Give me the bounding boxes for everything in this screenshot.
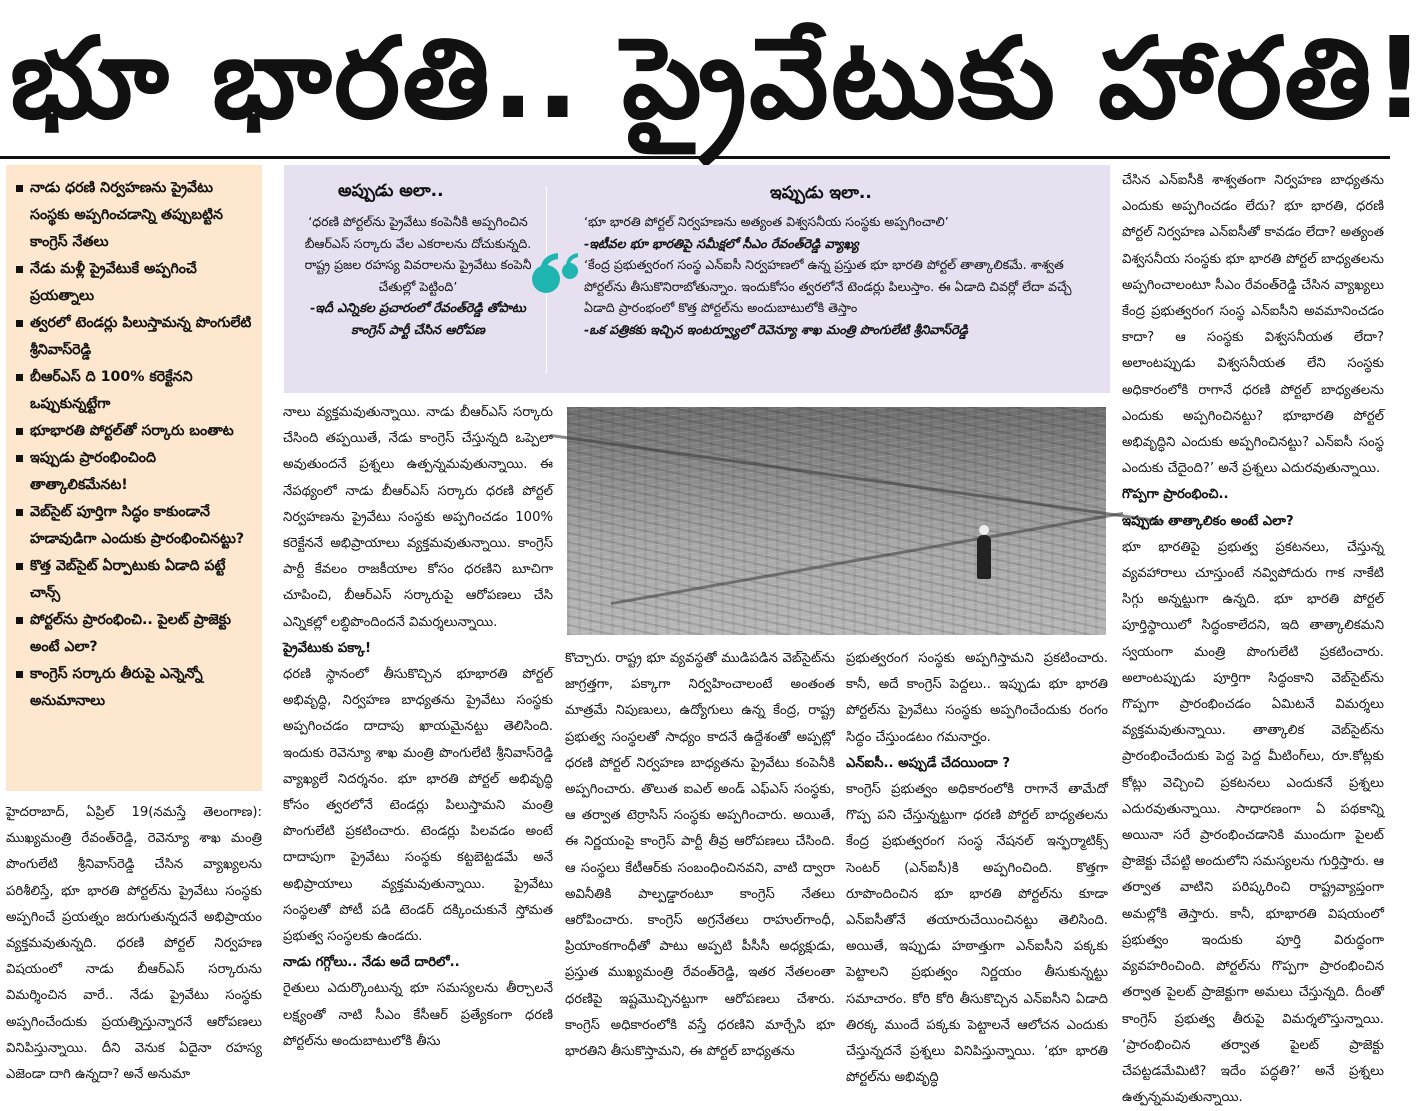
now-attribution-2: -ఒక పత్రికకు ఇచ్చిన ఇంటర్వ్యూలో రెవెన్యూ శాఖ మంత్రి పొంగులేటి శ్రీనివాస్‌రెడ్డి [584, 321, 968, 337]
then-quote: ‘ధరణి పోర్టల్‌ను ప్రైవేటు కంపెనీకి అప్పగించిన బీఆర్ఎస్ సర్కారు వేల ఎకరాలను దోచుకున్నది. రాష్ట్ర ప్రజల రహస్య వివరాలను ప్రైవేటు కంపెనీ చేతుల్లో పెట్టింది’ [304, 214, 532, 294]
article-text: ధరణి స్థానంలో తీసుకొచ్చిన భూభారతి పోర్టల్ అభివృద్ధి, నిర్వహణ బాధ్యతను ప్రైవేటు సంస్థకు అప్పగించడం దాదాపు ఖాయమైనట్టు తెలిసింది. ఇందుకు రెవెన్యూ శాఖ మంత్రి పొంగులేటి శ్రీనివాస్‌రెడ్డి వ్యాఖ్యలే నిదర్శనం. భూ భారతి పోర్టల్ అభివృద్ధి కోసం త్వరలోనే టెండర్లు పిలుస్తామని మంత్రి పొంగులేటి ప్రకటించారు. టెండర్లు పిలవడం అంటే దాదాపుగా ప్రైవేటు సంస్థకు కట్టబెట్టడమే అనే అభిప్రాయాలు వ్యక్తమవుతున్నాయి. ప్రైవేటు సంస్థలతో పోటీ పడి టెండర్ దక్కించుకునే స్తోమత ప్రభుత్వ సంస్థలకు ఉండదు. [283, 667, 553, 945]
quote-box [284, 165, 1110, 393]
subheading: ఎన్ఐసీ.. అప్పుడే చేదయిందా ? [846, 755, 1010, 771]
article-text: భూ భారతిపై ప్రభుత్వ ప్రకటనలు, చేస్తున్న వ్యవహారాలు చూస్తుంటే నవ్విపోదురు గాక నాకేటి సిగ్గు అన్నట్టుగా ఉన్నది. భూ భారతి పోర్టల్ పూర్తిస్థాయిలో సిద్ధంకాలేదని, ఇది తాత్కాలికమని స్వయంగా మంత్రి పొంగులేటి ప్రకటించారు. అలాంటప్పుడు పూర్తిగా సిద్ధంకాని వెబ్‌సైట్‌ను గొప్పగా ప్రారంభించడం ఏమిటనే విమర్శలు వ్యక్తమవుతున్నాయి. తాత్కాలిక వెబ్‌సైట్‌ను ప్రారంభించేందుకు పెద్ద పెద్ద మీటింగ్‌లు, రూ.కోట్లకు కోట్లు వెచ్చించి ప్రకటనలు ఎందుకనే ప్రశ్నలు ఎదురవుతున్నాయి. సాధారణంగా ఏ పథకాన్ని అయినా సరే ప్రారంభించడానికి ముందుగా పైలట్ ప్రాజెక్టు చేపట్టి అందులోని సమస్యలను గుర్తిస్తారు. ఆ తర్వాత వాటిని పరిష్కరించి రాష్ట్రవ్యాప్తంగా అమల్లోకి తెస్తారు. కానీ, భూభారతి విషయంలో ప్రభుత్వం ఇందుకు పూర్తి విరుద్ధంగా వ్యవహరించింది. పోర్టల్‌ను గొప్పగా ప్రారంభించిన తర్వాత పైలట్ ప్రాజెక్టుగా అమలు చేస్తున్నది. దీంతో కాంగ్రెస్ ప్రభుత్వ తీరుపై విమర్శలొస్తున్నాయి. ‘ప్రారంభించిన తర్వాత పైలట్ ప్రాజెక్టు చేపట్టడమేమిటి? ఇదేం పద్ధతి?’ అనే ప్రశ్నలు ఉత్పన్నమవుతున్నాయి. [1122, 539, 1384, 1106]
now-attribution-1: -ఇటీవల భూ భారతిపై సమీక్షలో సీఎం రేవంత్‌రెడ్డి వ్యాఖ్య [584, 235, 859, 251]
highlight-item: పోర్టల్‌ను ప్రారంభించి.. పైలట్ ప్రాజెక్టు అంటే ఎలా? [14, 607, 256, 661]
article-text: కాంగ్రెస్ ప్రభుత్వం అధికారంలోకి రాగానే తామేదో గొప్ప పని చేస్తున్నట్టుగా ధరణి పోర్టల్ బాధ్యతలను కేంద్ర ప్రభుత్వరంగ సంస్థ నేషనల్ ఇన్ఫర్మాటిక్స్ సెంటర్ (ఎన్ఐసీ)కి అప్పగించింది. కొత్తగా రూపొందించిన భూ భారతి పోర్టల్‌ను కూడా ఎన్ఐసీతోనే తయారుచేయించినట్టు తెలిసింది. అయితే, ఇప్పుడు హఠాత్తుగా ఎన్ఐసీని పక్కకు పెట్టాలని ప్రభుత్వం నిర్ణయం తీసుకున్నట్టు సమాచారం. కోరి కోరి తీసుకొచ్చిన ఎన్ఐసీని ఏడాది తిరక్క ముందే పక్కకు పెట్టాలనే ఆలోచన ఎందుకు చేస్తున్నదనే ప్రశ్నలు వినిపిస్తున్నాయి. ‘భూ భారతి పోర్టల్‌ను అభివృద్ధి [846, 782, 1108, 1086]
now-quote-block [584, 211, 1098, 340]
farmer-figure [977, 535, 991, 579]
field-texture [567, 407, 1106, 635]
highlight-item: ఇప్పుడు ప్రారంభించింది తాత్కాలికమేనట! [14, 445, 256, 499]
article-column-1 [6, 800, 262, 1083]
article-column-3 [565, 646, 835, 1072]
highlight-item: కాంగ్రెస్ సర్కారు తీరుపై ఎన్నెన్నో అనుమానాలు [14, 661, 256, 715]
then-quote-block [302, 211, 534, 340]
article-text: చేసిన ఎన్ఐసీకి శాశ్వతంగా నిర్వహణ బాధ్యతను ఎందుకు అప్పగించడం లేదు? భూ భారతి, ధరణి పోర్టల్ నిర్వహణ ఎన్ఐసీతో కావడం లేదా? అత్యంత విశ్వసనీయ సంస్థకు భూ భారతి పోర్టల్ బాధ్యతలను అప్పగించాలంటూ సీఎం రేవంత్‌రెడ్డి చేసిన వ్యాఖ్యలు కేంద్ర ప్రభుత్వరంగ సంస్థ ఎన్ఐసీని అవమానించడం కాదా? ఆ సంస్థకు విశ్వసనీయత లేదా? అలాంటప్పుడు విశ్వసనీయత లేని సంస్థకు అధికారంలోకి రాగానే ధరణి పోర్టల్ బాధ్యతలను ఎందుకు అప్పగించినట్టు? భూభారతి పోర్టల్ అభివృద్ధిని ఎందుకు అప్పగించినట్టు? ఎన్ఐసీ సంస్థ ఎందుకు చేదైంది?’ అనే ప్రశ్నలు ఎదురవుతున్నాయి. [1122, 173, 1384, 477]
article-text: ప్రభుత్వరంగ సంస్థకు అప్పగిస్తామని ప్రకటించారు. కానీ, అదే కాంగ్రెస్ పెద్దలు.. ఇప్పుడు భూ భారతి పోర్టల్‌ను ప్రైవేటు సంస్థకు అప్పగించేందుకు రంగం సిద్ధం చేస్తుండటం గమనార్హం. [846, 651, 1108, 745]
then-attribution: -ఇదీ ఎన్నికల ప్రచారంలో రేవంత్‌రెడ్డి తోపాటు కాంగ్రెస్ పార్టీ చేసిన ఆరోపణ [310, 300, 526, 337]
headline-rule [0, 156, 1390, 159]
highlights-box [6, 165, 262, 791]
now-heading: ఇప్పుడు ఇలా.. [770, 183, 872, 203]
highlight-item: బీఆర్ఎస్ ది 100% కరెక్టేనని ఒప్పుకున్నట్టేగా [14, 364, 256, 418]
now-quote-1: ‘భూ భారతి పోర్టల్ నిర్వహణను అత్యంత విశ్వసనీయ సంస్థకు అప్పగించాలి’ [584, 214, 949, 229]
article-text: కొచ్చారు. రాష్ట్ర భూ వ్యవస్థతో ముడిపడిన వెబ్‌సైట్‌ను జాగ్రత్తగా, పక్కాగా నిర్వహించాలంటే అంతంత మాత్రమే నిపుణులు, ఉద్యోగులు ఉన్న కేంద్ర, రాష్ట్ర ప్రభుత్వ సంస్థలతో సాధ్యం కాదనే ఉద్దేశంతో అప్పట్లో ధరణి పోర్టల్ నిర్వహణ బాధ్యతను ప్రైవేటు కంపెనీకి అప్పగించారు. తొలుత ఐఎల్ అండ్ ఎఫ్ఎస్ సంస్థకు, ఆ తర్వాత టెర్రాసిస్ సంస్థకు అప్పగించారు. అయితే, ఈ నిర్ణయంపై కాంగ్రెస్ పార్టీ తీవ్ర ఆరోపణలు చేసింది. ఆ సంస్థలు కేటీఆర్‌కు సంబంధించినవని, వాటి ద్వారా అవినీతికి పాల్పడ్డారంటూ కాంగ్రెస్ నేతలు ఆరోపించారు. కాంగ్రెస్ అగ్రనేతలు రాహుల్‌గాంధీ, ప్రియాంకగాంధీతో పాటు అప్పటి పీసీసీ అధ్యక్షుడు, ప్రస్తుత ముఖ్యమంత్రి రేవంత్‌రెడ్డి, ఇతర నేతలంతా ధరణిపై ఇష్టమొచ్చినట్టుగా ఆరోపణలు చేశారు. కాంగ్రెస్ అధికారంలోకి వస్తే ధరణిని మార్చేసి భూ భారతిని తీసుకొస్తామని, ఈ పోర్టల్ బాధ్యతను [565, 651, 835, 1060]
highlight-item: భూభారతి పోర్టల్‌తో సర్కారు బంతాట [14, 418, 256, 445]
article-column-5 [1122, 168, 1384, 1106]
headline: భూ భారతి.. ప్రైవేటుకు హారతి! [10, 14, 1427, 144]
article-text: హైదరాబాద్, ఏప్రిల్ 19(నమస్తే తెలంగాణ): ముఖ్యమంత్రి రేవంత్‌రెడ్డి, రెవెన్యూ శాఖ మంత్రి పొంగులేటి శ్రీనివాస్‌రెడ్డి చేసిన వ్యాఖ్యలను పరిశీలిస్తే, భూ భారతి పోర్టల్‌ను ప్రైవేటు సంస్థకు అప్పగించే ప్రయత్నం జరుగుతున్నదనే అభిప్రాయం వ్యక్తమవుతున్నది. ధరణి పోర్టల్ నిర్వహణ విషయంలో నాడు బీఆర్ఎస్ సర్కారును విమర్శించిన వారే.. నేడు ప్రైవేటు సంస్థకు అప్పగించేందుకు ప్రయత్నిస్తున్నారనే ఆరోపణలు వినిపిస్తున్నాయి. దీని వెనుక ఏదైనా రహస్య ఎజెండా దాగి ఉన్నదా? అనే అనుమా [6, 805, 262, 1083]
highlight-item: నేడు మళ్లీ ప్రైవేటుకే అప్పగించే ప్రయత్నాలు [14, 256, 256, 310]
article-text: రైతులు ఎదుర్కొంటున్న భూ సమస్యలను తీర్చాలనే లక్ష్యంతో నాటి సీఎం కేసీఆర్ ప్రత్యేకంగా ధరణి పోర్టల్‌ను అందుబాటులోకి తీసు [283, 981, 553, 1049]
subheading: నాడు గగ్గోలు.. నేడు అదే దారిలో.. [283, 955, 460, 971]
now-quote-2: ‘కేంద్ర ప్రభుత్వరంగ సంస్థ ఎన్ఐసీ నిర్వహణలో ఉన్న ప్రస్తుత భూ భారతి పోర్టల్ తాత్కాలికమే. శాశ్వత పోర్టల్‌ను తీసుకొనిరాబోతున్నాం. ఇందుకోసం త్వరలోనే టెండర్లు పిలుస్తాం. ఈ ఏడాది చివర్లో లేదా వచ్చే ఏడాది ప్రారంభంలో కొత్త పోర్టల్‌ను అందుబాటులోకి తెస్తాం [584, 257, 1072, 315]
article-column-2 [283, 400, 553, 1072]
highlights-list [6, 165, 262, 715]
highlight-item: వెబ్‌సైట్ పూర్తిగా సిద్ధం కాకుండానే హడావుడిగా ఎందుకు ప్రారంభించినట్టు? [14, 499, 256, 553]
subheading: ఇప్పుడు తాత్కాలికం అంటే ఎలా? [1122, 513, 1294, 529]
article-column-4 [846, 646, 1108, 1086]
quote-mark-icon [530, 249, 582, 297]
highlight-item: కొత్త వెబ్‌సైట్ ఏర్పాటుకు ఏడాది పట్టే చాన్స్ [14, 553, 256, 607]
farm-field-photo [567, 407, 1106, 635]
highlight-item: త్వరలో టెండర్లు పిలుస్తామన్న పొంగులేటి శ్రీనివాస్‌రెడ్డి [14, 310, 256, 364]
highlight-item: నాడు ధరణి నిర్వహణను ప్రైవేటు సంస్థకు అప్పగించడాన్ని తప్పుబట్టిన కాంగ్రెస్ నేతలు [14, 175, 256, 256]
article-text: నాలు వ్యక్తమవుతున్నాయి. నాడు బీఆర్ఎస్ సర్కారు చేసింది తప్పయితే, నేడు కాంగ్రెస్ చేస్తున్నది ఒప్పెలా అవుతుందనే ప్రశ్నలు ఉత్పన్నమవుతున్నాయి. ఈ నేపథ్యంలో నాడు బీఆర్ఎస్ సర్కారు ధరణి పోర్టల్ నిర్వహణను ప్రైవేటు సంస్థకు అప్పగించడం 100% కరెక్టేననే అభిప్రాయాలు వ్యక్తమవుతున్నాయి. కాంగ్రెస్ పార్టీ కేవలం రాజకీయాల కోసం ధరణిని బూచిగా చూపించి, బీఆర్ఎస్ సర్కారుపై ఆరోపణలు చేసి ఎన్నికల్లో లబ్ధిపొందిందనే విమర్శలున్నాయి. [283, 405, 553, 630]
subheading: ప్రైవేటుకు పక్కా! [283, 640, 371, 656]
subheading: గొప్పగా ప్రారంభించి.. [1122, 487, 1229, 503]
then-heading: అప్పుడు అలా.. [338, 181, 444, 201]
